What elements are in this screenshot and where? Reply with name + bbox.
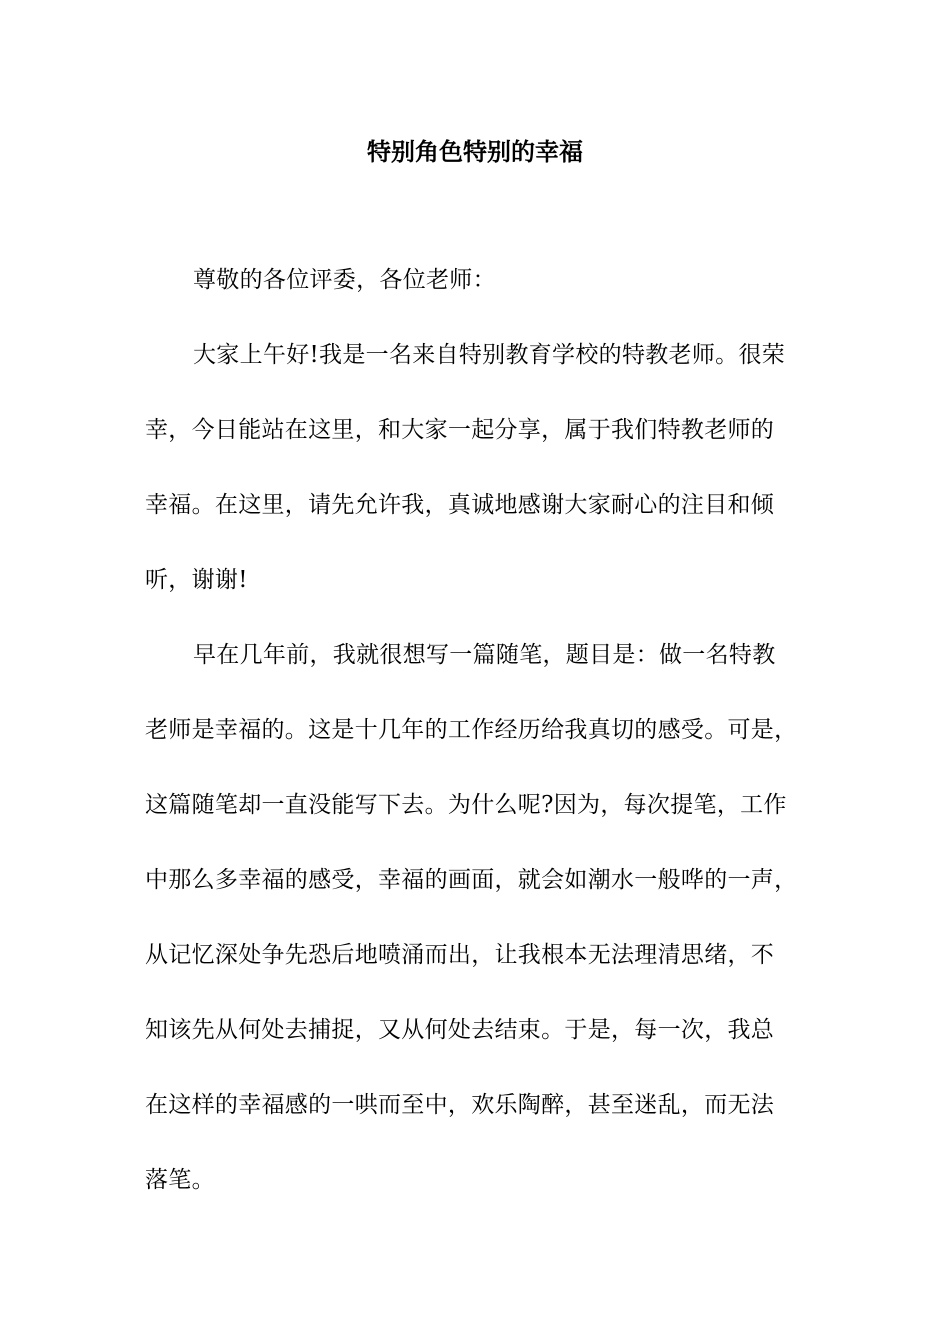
paragraph-line: 老师是幸福的。这是十几年的工作经历给我真切的感受。可是， [145, 717, 798, 743]
paragraph-line: 中那么多幸福的感受，幸福的画面，就会如潮水一般哗的一声， [145, 867, 798, 893]
paragraph-line: 落笔。 [145, 1167, 215, 1193]
paragraph-line: 这篇随笔却一直没能写下去。为什么呢?因为，每次提笔，工作 [145, 792, 787, 818]
paragraph-line: 听，谢谢! [145, 567, 248, 593]
paragraph-line: 知该先从何处去捕捉，又从何处去结束。于是，每一次，我总 [145, 1017, 775, 1043]
document-title: 特别角色特别的幸福 [367, 137, 583, 166]
paragraph-line: 在这样的幸福感的一哄而至中，欢乐陶醉，甚至迷乱，而无法 [145, 1092, 775, 1118]
paragraph-line: 幸福。在这里，请先允许我，真诚地感谢大家耐心的注目和倾 [145, 492, 775, 518]
paragraph-line: 大家上午好!我是一名来自特别教育学校的特教老师。很荣 [193, 342, 786, 368]
paragraph-line: 幸，今日能站在这里，和大家一起分享，属于我们特教老师的 [145, 417, 775, 443]
paragraph-line: 早在几年前，我就很想写一篇随笔，题目是：做一名特教 [193, 642, 776, 668]
paragraph-line: 尊敬的各位评委，各位老师： [193, 267, 496, 293]
paragraph-line: 从记忆深处争先恐后地喷涌而出，让我根本无法理清思绪，不 [145, 942, 775, 968]
